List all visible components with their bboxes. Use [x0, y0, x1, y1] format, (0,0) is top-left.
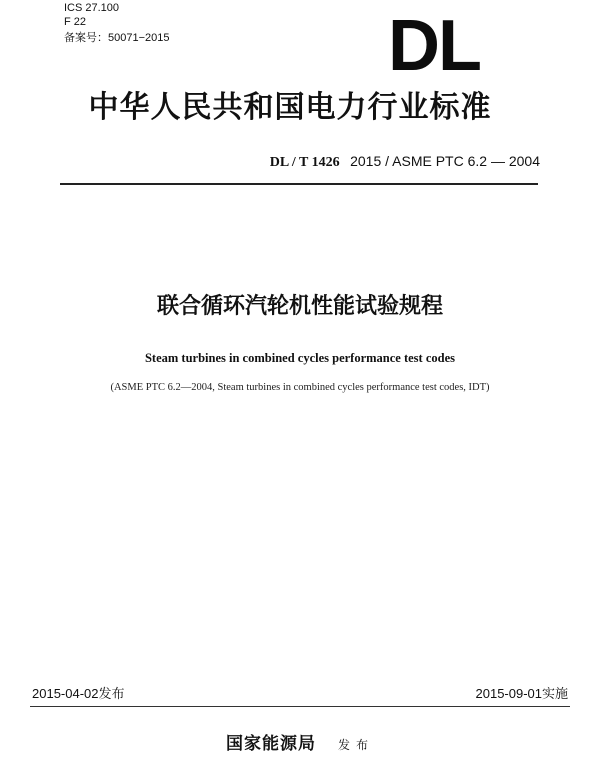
header-divider: [60, 183, 538, 185]
issuer: [60, 734, 540, 755]
standard-category: 中华人民共和国电力行业标准: [88, 90, 492, 125]
adoption-note: (ASME PTC 6.2—2004, Steam turbines in combined cycles performance test codes, IDT): [110, 382, 490, 393]
standard-code-prefix: DL / T 1426: [269, 155, 340, 170]
issuer-verb: 发布: [337, 738, 374, 752]
issuer-name: 国家能源局: [225, 734, 316, 754]
dl-logo: DL: [388, 6, 480, 86]
publish-date: 2015-04-02发布: [32, 686, 125, 701]
title-chinese: 联合循环汽轮机性能试验规程: [156, 294, 443, 319]
standard-code-year: 2015 / ASME PTC 6.2 — 2004: [350, 153, 540, 169]
implement-date: 2015-09-01实施: [475, 686, 568, 701]
filing-number: 备案号：50071−2015: [64, 32, 170, 44]
footer-divider: [30, 706, 570, 707]
classification-code: F 22: [64, 16, 87, 28]
standard-code: [60, 152, 540, 172]
ics-code: ICS 27.100: [64, 2, 120, 14]
title-english: Steam turbines in combined cycles performance test codes: [144, 351, 456, 365]
